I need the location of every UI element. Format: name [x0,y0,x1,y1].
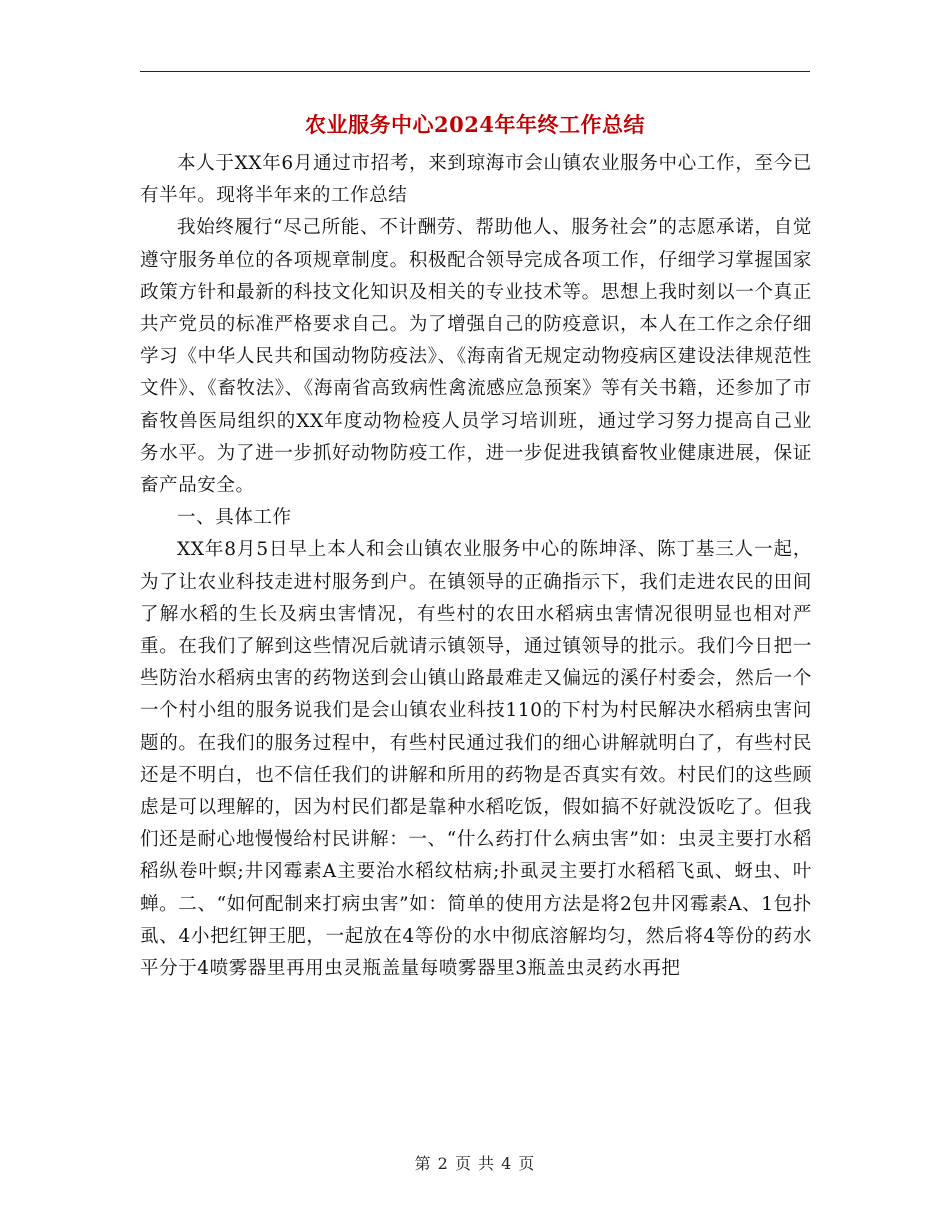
document-title: 农业服务中心2024年年终工作总结 [305,112,645,137]
paragraph-commitment: 我始终履行“尽己所能、不计酬劳、帮助他人、服务社会”的志愿承诺，自觉遵守服务单位的各项规章制度。积极配合领导完成各项工作，仔细学习掌握国家政策方针和最新的科技文化知识及相关的专业技术等。思想上我时刻以一个真正共产党员的标准严格要求自己。为了增强自己的防疫意识，本人在工作之余仔细学习《中华人民共和国动物防疫法》、《海南省无规定动物疫病区建设法律规范性文件》、《畜牧法》、《海南省高致病性禽流感应急预案》等有关书籍，还参加了市畜牧兽医局组织的XX年度动物检疫人员学习培训班，通过学习努力提高自己业务水平。为了进一步抓好动物防疫工作，进一步促进我镇畜牧业健康进展，保证畜产品安全。 [140,217,812,497]
section-heading-work: 一、具体工作 [177,507,292,529]
paragraph-work-detail: XX年8月5日早上本人和会山镇农业服务中心的陈坤泽、陈丁基三人一起，为了让农业科技走进村服务到户。在镇领导的正确指示下，我们走进农民的田间了解水稻的生长及病虫害情况，有些村的农田水稻病虫害情况很明显也相对严重。在我们了解到这些情况后就请示镇领导，通过镇领导的批示。我们今日把一些防治水稻病虫害的药物送到会山镇山路最难走又偏远的溪仔村委会，然后一个一个村小组的服务说我们是会山镇农业科技110的下村为村民解决水稻病虫害问题的。在我们的服务过程中，有些村民通过我们的细心讲解就明白了，有些村民还是不明白，也不信任我们的讲解和所用的药物是否真实有效。村民们的这些顾虑是可以理解的，因为村民们都是靠种水稻吃饭，假如搞不好就没饭吃了。但我们还是耐心地慢慢给村民讲解：一、“什么药打什么病虫害”如：虫灵主要打水稻稻纵卷叶螟;井冈霉素A主要治水稻纹枯病;扑虱灵主要打水稻稻飞虱、蚜虫、叶蝉。二、“如何配制来打病虫害”如：简单的使用方法是将2包井冈霉素A、1包扑虱、4小把红钾王肥，一起放在4等份的水中彻底溶解均匀，然后将4等份的药水平分于4喷雾器里再用虫灵瓶盖量每喷雾器里3瓶盖虫灵药水再把 [140,539,812,980]
page-number: 第 2 页 共 4 页 [414,1154,536,1173]
document-body [140,148,812,985]
header-rule [140,71,810,72]
paragraph-intro: 本人于XX年6月通过市招考，来到琼海市会山镇农业服务中心工作，至今已有半年。现将半年来的工作总结 [140,153,812,207]
